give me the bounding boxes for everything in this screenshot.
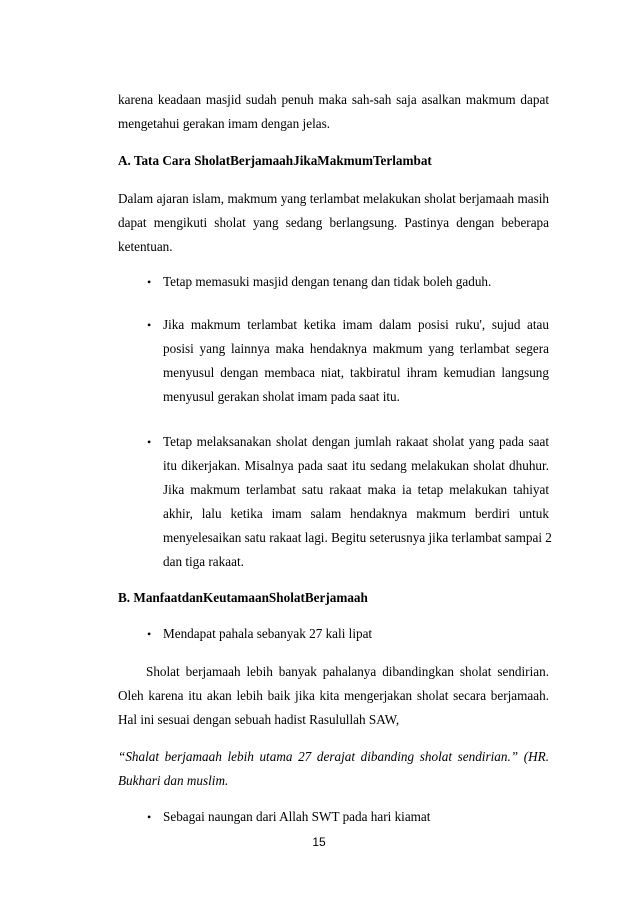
bullet-item-line: itu dikerjakan. Misalnya pada saat itu sedang melakukan sholat dhuhur. [163, 458, 549, 473]
hadith-quote-line: Bukhari dan muslim. [118, 773, 229, 788]
bullet-icon: • [147, 435, 152, 449]
section-a-heading: A. Tata Cara SholatBerjamaahJikaMakmumTerlambat [118, 153, 432, 168]
section-a-paragraph-line: ketentuan. [118, 239, 173, 254]
bullet-item-line: Tetap memasuki masjid dengan tenang dan tidak boleh gaduh. [163, 274, 492, 289]
bullet-item-line: menyusul gerakan sholat imam pada saat itu. [163, 389, 400, 404]
intro-line-2: mengetahui gerakan imam dengan jelas. [118, 116, 331, 131]
bullet-item-line: Jika makmum terlambat ketika imam dalam posisi ruku', sujud atau [163, 317, 549, 332]
bullet-item-line: Sebagai naungan dari Allah SWT pada hari kiamat [163, 809, 431, 824]
bullet-item-line: menyelesaikan satu rakaat lagi. Begitu seterusnya jika terlambat sampai 2 [163, 530, 552, 545]
bullet-icon: • [147, 318, 152, 332]
section-b-paragraph-line: Hal ini sesuai dengan sebuah hadist Rasulullah SAW, [118, 712, 400, 727]
section-a-paragraph-line: dapat mengikuti sholat yang sedang berlangsung. Pastinya dengan beberapa [118, 215, 549, 230]
bullet-item-line: menyusul dengan membaca niat, takbiratul ihram kemudian langsung [163, 365, 549, 380]
bullet-icon: • [147, 810, 152, 824]
bullet-icon: • [147, 627, 152, 641]
section-b-paragraph-line: Oleh karena itu akan lebih baik jika kita mengerjakan sholat secara berjamaah. [118, 688, 549, 703]
hadith-quote-line: “Shalat berjamaah lebih utama 27 derajat dibanding sholat sendirian.” (HR. [118, 749, 549, 764]
bullet-item-line: Mendapat pahala sebanyak 27 kali lipat [163, 626, 373, 641]
section-a-paragraph-line: Dalam ajaran islam, makmum yang terlambat melakukan sholat berjamaah masih [118, 191, 549, 206]
bullet-item-line: dan tiga rakaat. [163, 554, 244, 569]
bullet-item-line: Tetap melaksanakan sholat dengan jumlah rakaat sholat yang pada saat [163, 434, 549, 449]
intro-line-1: karena keadaan masjid sudah penuh maka sah-sah saja asalkan makmum dapat [118, 92, 549, 107]
section-b-heading: B. ManfaatdanKeutamaanSholatBerjamaah [118, 590, 368, 605]
page-number: 15 [312, 835, 326, 849]
bullet-icon: • [147, 275, 152, 289]
bullet-item-line: posisi yang lainnya maka hendaknya makmum yang terlambat segera [163, 341, 549, 356]
bullet-item-line: akhir, lalu ketika imam salam hendaknya makmum berdiri untuk [163, 506, 549, 521]
section-b-paragraph-line: Sholat berjamaah lebih banyak pahalanya dibandingkan sholat sendirian. [146, 664, 549, 679]
bullet-item-line: Jika makmum terlambat satu rakaat maka ia tetap melakukan tahiyat [163, 482, 549, 497]
